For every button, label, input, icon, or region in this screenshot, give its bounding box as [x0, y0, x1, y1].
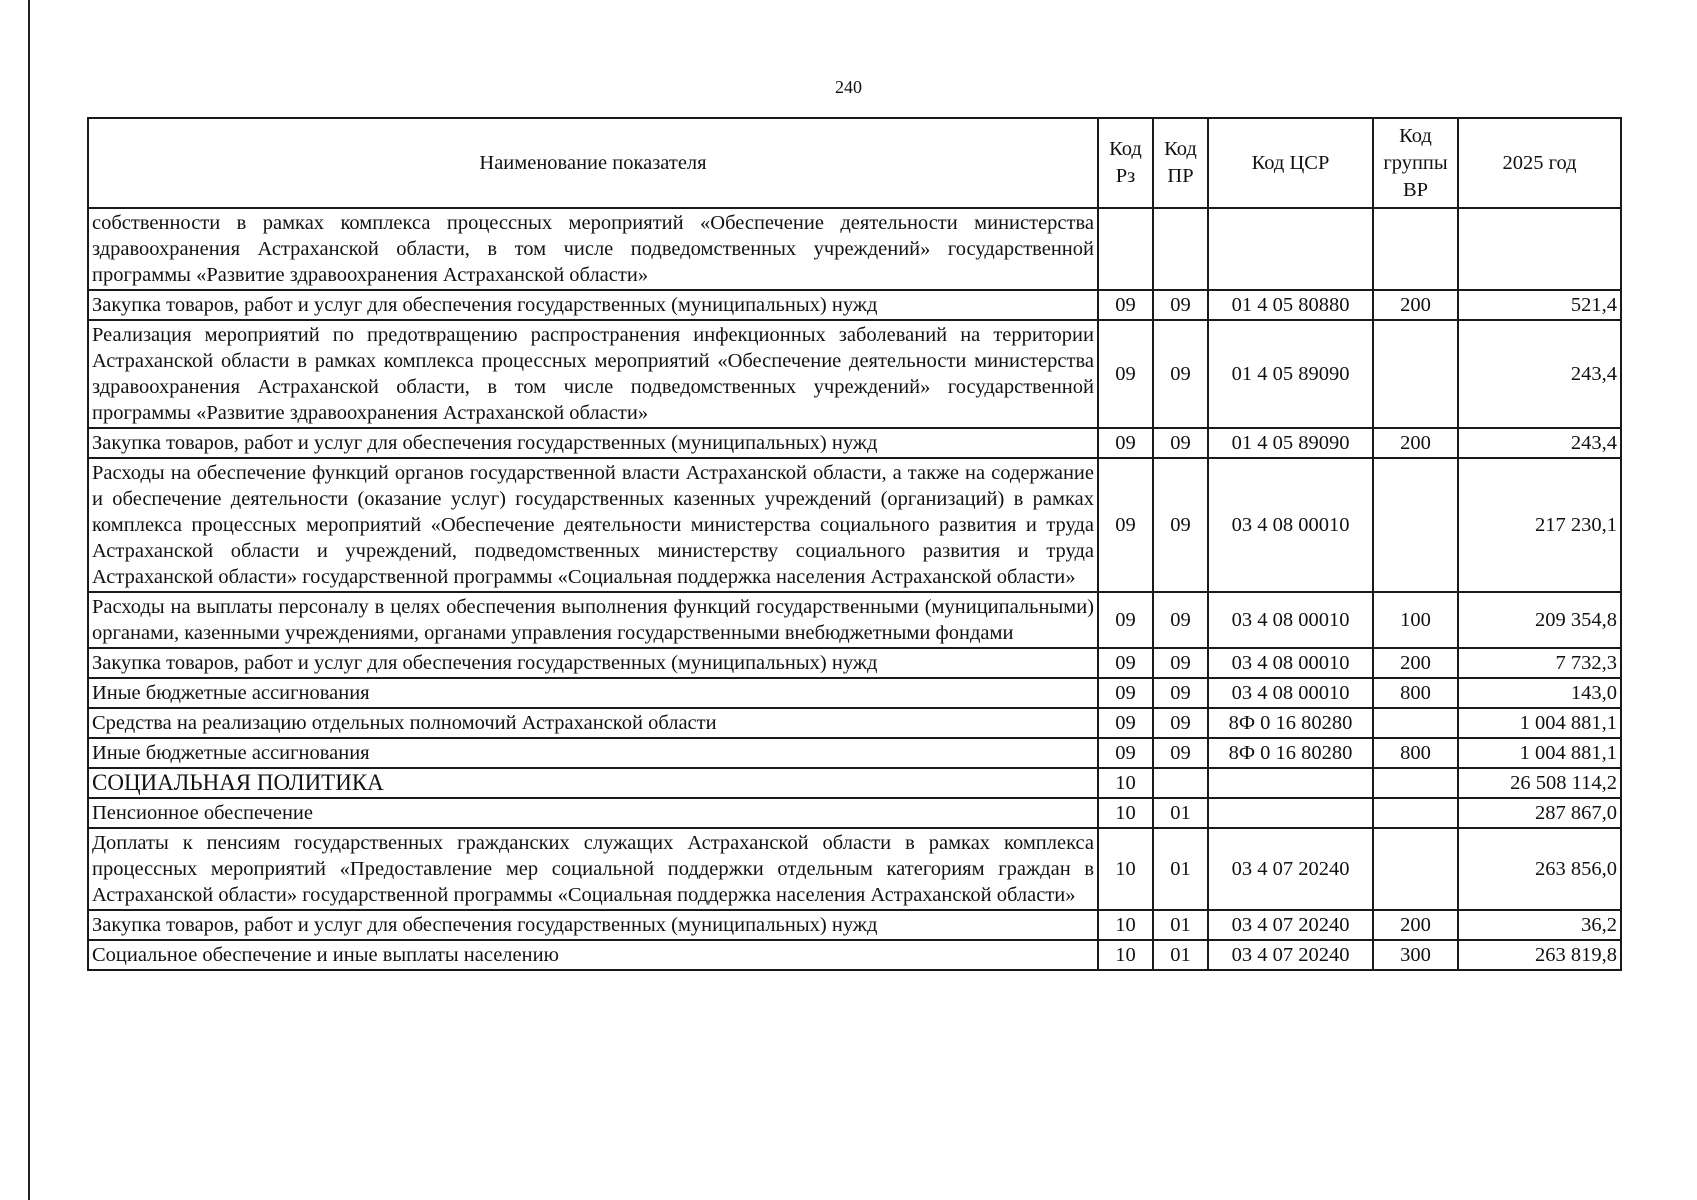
cell-csr: 03 4 07 20240: [1208, 940, 1373, 970]
cell-amount: 287 867,0: [1458, 798, 1621, 828]
cell-vr: 800: [1373, 678, 1458, 708]
cell-csr: 03 4 07 20240: [1208, 828, 1373, 910]
cell-vr: 800: [1373, 738, 1458, 768]
cell-amount: 1 004 881,1: [1458, 708, 1621, 738]
cell-name: Иные бюджетные ассигнования: [88, 738, 1098, 768]
cell-rz: [1098, 208, 1153, 290]
cell-pr: 09: [1153, 428, 1208, 458]
cell-rz: 10: [1098, 768, 1153, 798]
cell-vr: [1373, 708, 1458, 738]
cell-amount: 209 354,8: [1458, 592, 1621, 648]
cell-csr: 01 4 05 89090: [1208, 320, 1373, 428]
table-row: [88, 828, 1621, 910]
table-row: [88, 678, 1621, 708]
cell-pr: 01: [1153, 940, 1208, 970]
budget-table: [87, 117, 1622, 971]
cell-name: Закупка товаров, работ и услуг для обеспечения государственных (муниципальных) нужд: [88, 910, 1098, 940]
table-row: [88, 798, 1621, 828]
cell-amount: 26 508 114,2: [1458, 768, 1621, 798]
cell-pr: 09: [1153, 320, 1208, 428]
cell-rz: 10: [1098, 940, 1153, 970]
cell-amount: 263 819,8: [1458, 940, 1621, 970]
left-margin-line: [28, 0, 30, 1200]
table-row: [88, 708, 1621, 738]
cell-vr: 200: [1373, 910, 1458, 940]
cell-amount: 217 230,1: [1458, 458, 1621, 592]
cell-vr: [1373, 828, 1458, 910]
cell-vr: [1373, 458, 1458, 592]
cell-vr: [1373, 320, 1458, 428]
cell-vr: 200: [1373, 290, 1458, 320]
cell-csr: 8Ф 0 16 80280: [1208, 708, 1373, 738]
table-row: [88, 940, 1621, 970]
cell-name: Закупка товаров, работ и услуг для обеспечения государственных (муниципальных) нужд: [88, 290, 1098, 320]
cell-amount: 263 856,0: [1458, 828, 1621, 910]
table-row: [88, 768, 1621, 798]
cell-pr: [1153, 768, 1208, 798]
cell-amount: 243,4: [1458, 428, 1621, 458]
cell-csr: 01 4 05 89090: [1208, 428, 1373, 458]
cell-rz: 09: [1098, 678, 1153, 708]
cell-amount: [1458, 208, 1621, 290]
cell-name: Социальное обеспечение и иные выплаты населению: [88, 940, 1098, 970]
cell-rz: 10: [1098, 910, 1153, 940]
cell-name: СОЦИАЛЬНАЯ ПОЛИТИКА: [88, 768, 1098, 798]
cell-amount: 1 004 881,1: [1458, 738, 1621, 768]
cell-rz: 10: [1098, 798, 1153, 828]
cell-pr: 09: [1153, 708, 1208, 738]
cell-rz: 09: [1098, 592, 1153, 648]
column-header-rz: Код Рз: [1098, 118, 1153, 208]
cell-rz: 09: [1098, 290, 1153, 320]
cell-pr: 09: [1153, 458, 1208, 592]
cell-pr: 01: [1153, 798, 1208, 828]
cell-amount: 7 732,3: [1458, 648, 1621, 678]
cell-pr: 01: [1153, 910, 1208, 940]
cell-rz: 09: [1098, 428, 1153, 458]
cell-amount: 143,0: [1458, 678, 1621, 708]
cell-amount: 521,4: [1458, 290, 1621, 320]
cell-csr: 8Ф 0 16 80280: [1208, 738, 1373, 768]
cell-name: Реализация мероприятий по предотвращению распространения инфекционных заболеваний на территории Астраханской области в рамках комплекса процессных мероприятий «Обеспечение деятельности министерства здравоохранения Астраханской области, в том числе подведомственных учреждений» государственной программы «Развитие здравоохранения Астраханской области»: [88, 320, 1098, 428]
cell-rz: 09: [1098, 458, 1153, 592]
cell-name: Пенсионное обеспечение: [88, 798, 1098, 828]
column-header-amount: 2025 год: [1458, 118, 1621, 208]
cell-csr: 03 4 08 00010: [1208, 458, 1373, 592]
cell-vr: [1373, 208, 1458, 290]
column-header-pr: Код ПР: [1153, 118, 1208, 208]
cell-csr: 03 4 08 00010: [1208, 648, 1373, 678]
column-header-csr: Код ЦСР: [1208, 118, 1373, 208]
cell-name: Иные бюджетные ассигнования: [88, 678, 1098, 708]
cell-rz: 09: [1098, 738, 1153, 768]
table-row: [88, 208, 1621, 290]
cell-vr: 300: [1373, 940, 1458, 970]
cell-pr: 09: [1153, 592, 1208, 648]
table-row: [88, 290, 1621, 320]
cell-amount: 243,4: [1458, 320, 1621, 428]
cell-pr: 01: [1153, 828, 1208, 910]
cell-rz: 09: [1098, 648, 1153, 678]
table-row: [88, 592, 1621, 648]
column-header-name: Наименование показателя: [88, 118, 1098, 208]
cell-vr: 200: [1373, 428, 1458, 458]
cell-vr: 100: [1373, 592, 1458, 648]
cell-csr: [1208, 798, 1373, 828]
table-row: [88, 428, 1621, 458]
cell-pr: 09: [1153, 290, 1208, 320]
cell-rz: 10: [1098, 828, 1153, 910]
cell-name: Закупка товаров, работ и услуг для обеспечения государственных (муниципальных) нужд: [88, 428, 1098, 458]
cell-csr: [1208, 208, 1373, 290]
cell-name: собственности в рамках комплекса процессных мероприятий «Обеспечение деятельности министерства здравоохранения Астраханской области, в том числе подведомственных учреждений» государственной программы «Развитие здравоохранения Астраханской области»: [88, 208, 1098, 290]
cell-pr: 09: [1153, 648, 1208, 678]
table-row: [88, 648, 1621, 678]
cell-name: Расходы на обеспечение функций органов государственной власти Астраханской области, а также на содержание и обеспечение деятельности (оказание услуг) государственных казенных учреждений (организаций) в рамках комплекса процессных мероприятий «Обеспечение деятельности министерства социального развития и труда Астраханской области и учреждений, подведомственных министерству социального развития и труда Астраханской области» государственной программы «Социальная поддержка населения Астраханской области»: [88, 458, 1098, 592]
cell-csr: 01 4 05 80880: [1208, 290, 1373, 320]
cell-name: Расходы на выплаты персоналу в целях обеспечения выполнения функций государственными (муниципальными) органами, казенными учреждениями, органами управления государственными внебюджетными фондами: [88, 592, 1098, 648]
cell-rz: 09: [1098, 320, 1153, 428]
table-row: [88, 910, 1621, 940]
cell-pr: 09: [1153, 738, 1208, 768]
cell-pr: [1153, 208, 1208, 290]
cell-csr: 03 4 08 00010: [1208, 678, 1373, 708]
cell-csr: 03 4 07 20240: [1208, 910, 1373, 940]
cell-name: Закупка товаров, работ и услуг для обеспечения государственных (муниципальных) нужд: [88, 648, 1098, 678]
cell-vr: [1373, 798, 1458, 828]
table-row: [88, 320, 1621, 428]
table-row: [88, 738, 1621, 768]
page-number: 240: [835, 77, 862, 97]
cell-csr: [1208, 768, 1373, 798]
table-row: [88, 458, 1621, 592]
table-body: [88, 208, 1621, 970]
cell-rz: 09: [1098, 708, 1153, 738]
cell-pr: 09: [1153, 678, 1208, 708]
cell-name: Средства на реализацию отдельных полномочий Астраханской области: [88, 708, 1098, 738]
cell-vr: 200: [1373, 648, 1458, 678]
table-header-row: [88, 118, 1621, 208]
cell-csr: 03 4 08 00010: [1208, 592, 1373, 648]
cell-vr: [1373, 768, 1458, 798]
cell-name: Доплаты к пенсиям государственных гражданских служащих Астраханской области в рамках комплекса процессных мероприятий «Предоставление мер социальной поддержки отдельным категориям граждан в Астраханской области» государственной программы «Социальная поддержка населения Астраханской области»: [88, 828, 1098, 910]
cell-amount: 36,2: [1458, 910, 1621, 940]
column-header-vr: Код группы ВР: [1373, 118, 1458, 208]
